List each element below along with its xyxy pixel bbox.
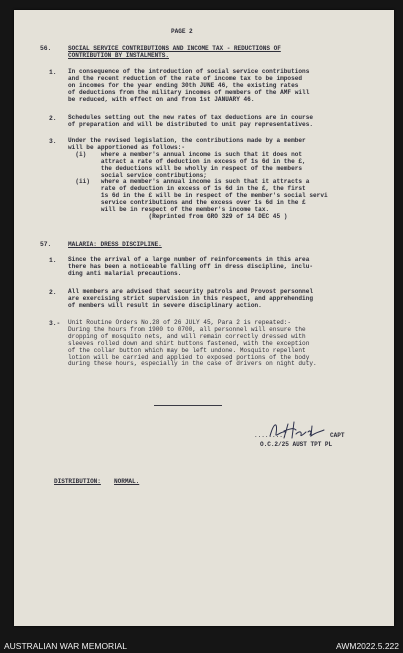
- paragraph-text: Schedules setting out the new rates of tax deductions are in course of preparation and will be distributed to unit pay representatives.: [68, 114, 314, 128]
- footer-accession-number: AWM2022.5.222: [336, 641, 399, 651]
- section-number-56: 56.: [40, 45, 52, 52]
- distribution-value: NORMAL.: [114, 478, 140, 485]
- separator-line: [154, 405, 222, 406]
- section-number-57: 57.: [40, 241, 52, 248]
- para-number: 3.: [49, 138, 57, 145]
- para-number: 3.-: [49, 320, 61, 327]
- para-number: 2.: [49, 115, 57, 122]
- signatory-rank: CAPT: [330, 432, 345, 439]
- para-number: 2.: [49, 289, 57, 296]
- paragraph-text: Under the revised legislation, the contributions made by a member will be apportioned as follows:- (i) where a member's annual income is such that it does not attract a rate of deduction in excess of 1s 6d in the £, the deductions will be wholly in respect of the members social service contributions; (ii) where a member's annual income is such that it attracts a rate of deduction in excess of 1s 6d in the £, the first 1s 6d in the £ will be in respect of the member's social servi service contributions and the excess over 1s 6d in the £ will be in respect of the member's income tax. (Reprinted from GRO 329 of 14 DEC 45 ): [68, 137, 328, 220]
- archive-footer: [0, 633, 403, 653]
- para-number: 1.: [49, 257, 57, 264]
- page-label: PAGE 2: [171, 28, 193, 35]
- paragraph-text: Since the arrival of a large number of reinforcements in this area there has been a noticeable falling off in dress discipline, inclu- ding anti malarial precautions.: [68, 256, 314, 277]
- section-57-heading: MALARIA: DRESS DISCIPLINE.: [68, 241, 162, 248]
- section-56-heading-line2: CONTRIBUTION BY INSTALMENTS.: [68, 52, 169, 59]
- para-number: 1.: [49, 69, 57, 76]
- signature-dots: .........: [254, 432, 287, 439]
- paragraph-text: All members are advised that security patrols and Provost personnel are exercising strict supervision in this respect, and apprehending of members will result in severe disciplinary action.: [68, 288, 314, 309]
- distribution-label: DISTRIBUTION:: [54, 478, 101, 485]
- paragraph-text: In consequence of the introduction of social service contributions and the recent reduction of the rate of income tax to be imposed on incomes for the year ending 30th JUNE 46, the existing rates of deductions from the military incomes of members of the AMF will be reduced, with effect on and from 1st JANUARY 46.: [68, 68, 310, 103]
- section-56-heading-line1: SOCIAL SERVICE CONTRIBUTIONS AND INCOME TAX - REDUCTIONS OF: [68, 45, 281, 52]
- document-page: [14, 10, 394, 626]
- footer-institution: AUSTRALIAN WAR MEMORIAL: [4, 641, 127, 651]
- paragraph-text: Unit Routine Orders No.28 of 26 JULY 45, Para 2 is repeated:- During the hours from 1900 to 0700, all personnel will ensure the dropping of mosquito nets, and will remain correctly dressed with sleeves rolled down and shirt buttons fastened, with the exception of the collar button which may be left undone. Mosquito repellent lotion will be carried and applied to exposed portions of the body during these hours, especially in the case of drivers on night duty.: [68, 319, 317, 368]
- signatory-appointment: O.C.2/25 AUST TPT PL: [260, 441, 333, 448]
